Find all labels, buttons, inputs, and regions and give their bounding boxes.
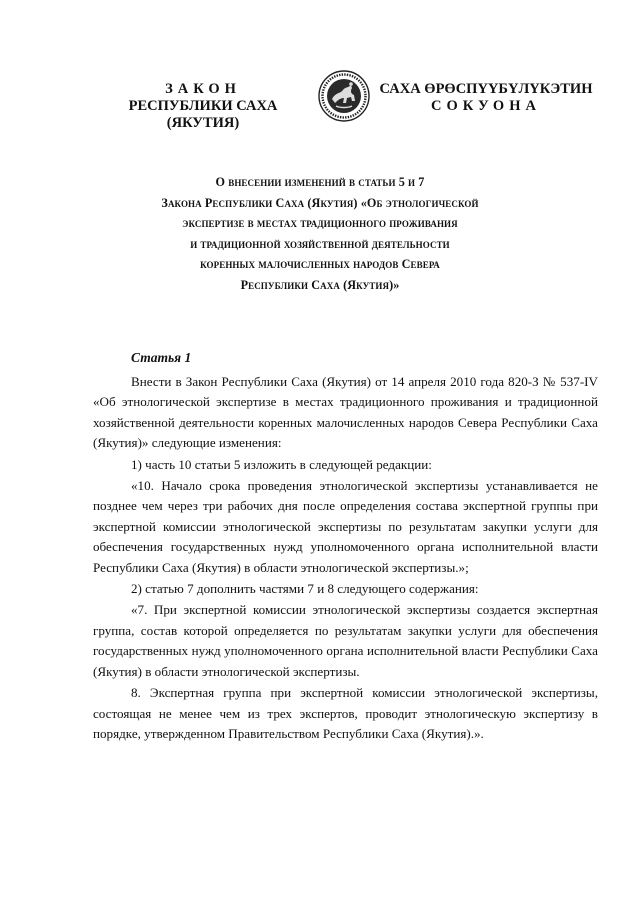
- paragraph-item-2: 2) статью 7 дополнить частями 7 и 8 следующего содержания:: [131, 581, 479, 597]
- paragraph-part-7: «7. При экспертной комиссии этнологической экспертизы создается экспертная группа, состав которой определяется по результатам закупки услуги для обеспечения государственных нужд уполномоченного органа исполнительной власти Республики Саха (Якутия) в области этнологической экспертизы.: [93, 602, 598, 679]
- header-sakha-republic-name: САХА ӨРӨСПҮҮБҮЛҮКЭТИН: [379, 81, 593, 97]
- title-line-6: Республики Саха (Якутия)»: [240, 277, 400, 292]
- paragraph-intro: Внести в Закон Республики Саха (Якутия) от 14 апреля 2010 года 820-З № 537-IV «Об этнологической экспертизе в местах традиционного проживания и традиционной хозяйственной деятельности коренных малочисленных народов Севера Республики Саха (Якутия)» следующие изменения:: [93, 374, 598, 451]
- article-heading: Статья 1: [131, 350, 192, 365]
- title-line-3: экспертизе в местах традиционного проживания: [182, 216, 458, 231]
- paragraph-part-8: 8. Экспертная группа при экспертной комиссии этнологической экспертизы, состоящая не менее чем из трех экспертов, проводит этнологическую экспертизу в порядке, утвержденном Правительством Республики Саха (Якутия).».: [93, 685, 598, 741]
- article-body: [93, 372, 598, 744]
- document-title: [100, 172, 540, 296]
- header-law-word: ЗАКОН: [165, 81, 241, 97]
- title-line-2: Закона Республики Саха (Якутия) «Об этнологической: [161, 195, 479, 210]
- header-republic-name: РЕСПУБЛИКИ САХА (ЯКУТИЯ): [128, 98, 278, 131]
- coat-of-arms-emblem-icon: [318, 70, 370, 122]
- title-line-4: и традиционной хозяйственной деятельности: [190, 236, 450, 251]
- header-right: [372, 81, 600, 115]
- header-sakha-law-word: СОКУОНА: [431, 98, 541, 114]
- header-left: [92, 81, 314, 132]
- paragraph-item-1: 1) часть 10 статьи 5 изложить в следующей редакции:: [131, 456, 432, 472]
- title-line-1: О внесении изменений в статьи 5 и 7: [215, 175, 425, 189]
- title-line-5: коренных малочисленных народов Севера: [200, 257, 440, 272]
- paragraph-part-10: «10. Начало срока проведения этнологической экспертизы устанавливается не позднее чем через три рабочих дня после определения состава экспертной группы при экспертной комиссии этнологической экспертизы по результатам закупки услуги для обеспечения государственных нужд уполномоченного органа исполнительной власти Республики Саха (Якутия) в области этнологической экспертизы.»;: [93, 478, 598, 575]
